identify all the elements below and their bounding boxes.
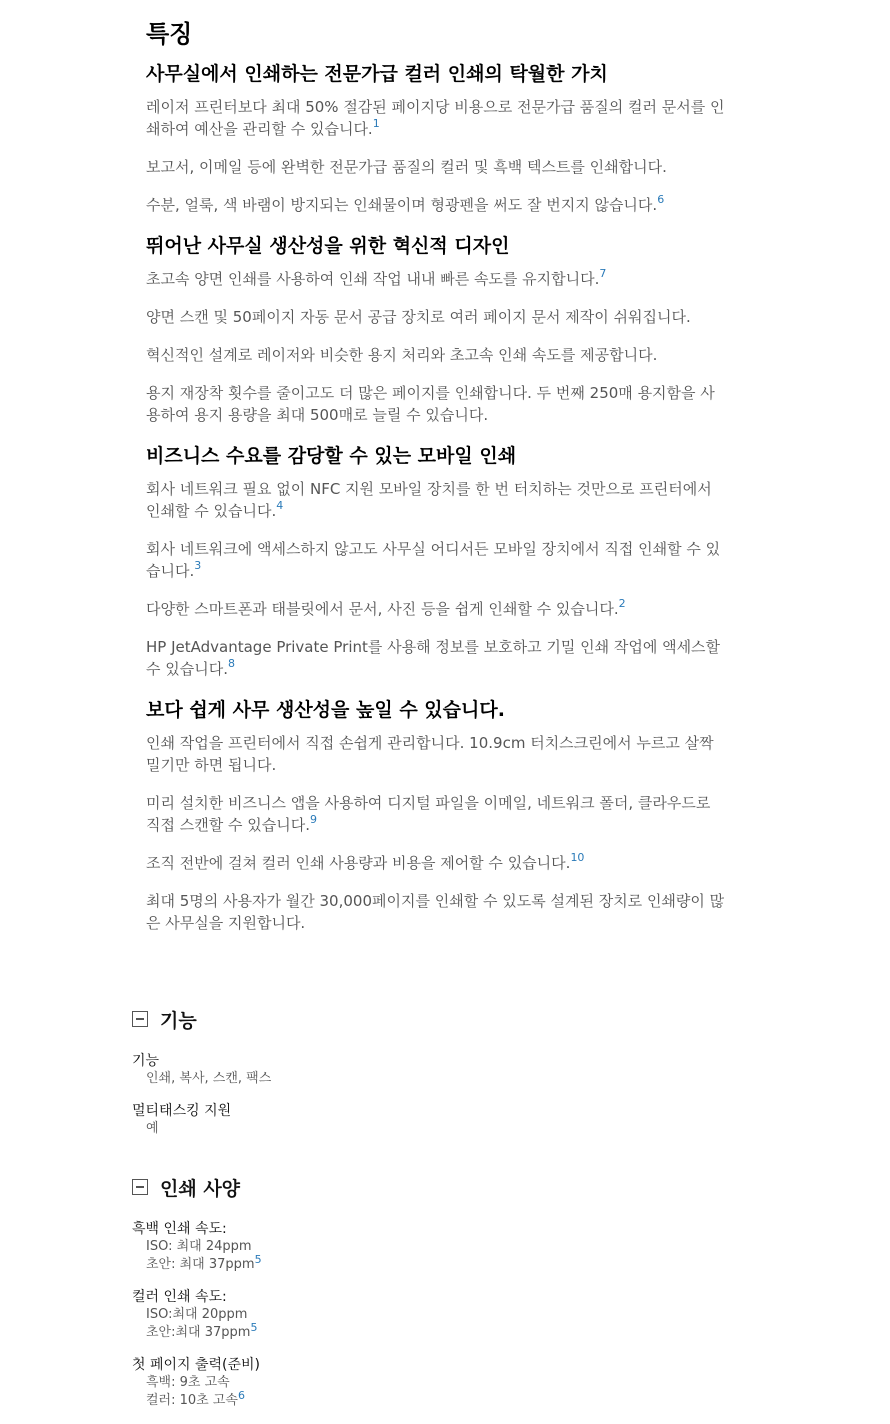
spec-value [132,1374,782,1392]
feature-text: 인쇄 작업을 프린터에서 직접 손쉽게 관리합니다. 10.9cm 터치스크린에서 누르고 살짝 밀기만 하면 됩니다. [146,734,714,774]
feature-item [146,382,726,426]
feature-group [146,60,726,216]
feature-text: 회사 네트워크 필요 없이 NFC 지원 모바일 장치를 한 번 터치하는 것만으로 프린터에서 인쇄할 수 있습니다. [146,480,712,520]
print-specs-list [132,1220,782,1410]
spec-label: 흑백 인쇄 속도: [132,1221,227,1237]
spec-label: 첫 페이지 출력(준비) [132,1357,261,1373]
footnote-ref: 10 [570,851,585,864]
spec-value-text: 컬러: 10초 고속 [146,1393,238,1408]
spec-value-text: ISO: 최대 24ppm [146,1239,252,1254]
print-specs-title: 인쇄 사양 [160,1177,241,1200]
feature-item [146,792,726,836]
feature-text: 용지 재장착 횟수를 줄이고도 더 많은 페이지를 인쇄합니다. 두 번째 250매 용지함을 사용하여 용지 용량을 최대 500매로 늘릴 수 있습니다. [146,384,715,424]
feature-text: 최대 5명의 사용자가 월간 30,000페이지를 인쇄할 수 있도록 설계된 장치로 인쇄량이 많은 사무실을 지원합니다. [146,892,725,932]
spec-value-text: 초안: 최대 37ppm [146,1257,255,1272]
spec-label: 컬러 인쇄 속도: [132,1289,227,1305]
footnote-ref: 3 [194,559,202,572]
feature-group [146,442,726,680]
footnote-ref: 6 [237,1389,245,1402]
feature-item [146,636,726,680]
feature-text: 조직 전반에 걸쳐 컬러 인쇄 사용량과 비용을 제어할 수 있습니다. [146,854,571,872]
footnote-ref: 5 [254,1253,262,1266]
feature-text: 초고속 양면 인쇄를 사용하여 인쇄 작업 내내 빠른 속도를 유지합니다. [146,270,600,288]
feature-text: 보고서, 이메일 등에 완벽한 전문가급 품질의 컬러 및 흑백 텍스트를 인쇄합니다. [146,158,667,176]
feature-text: 회사 네트워크에 액세스하지 않고도 사무실 어디서든 모바일 장치에서 직접 인쇄할 수 있습니다. [146,540,721,580]
feature-text: 다양한 스마트폰과 태블릿에서 문서, 사진 등을 쉽게 인쇄할 수 있습니다. [146,600,619,618]
feature-text: 혁신적인 설계로 레이저와 비슷한 용지 처리와 초고속 인쇄 속도를 제공합니다. [146,346,658,364]
feature-group [146,232,726,426]
feature-text: HP JetAdvantage Private Print를 사용해 정보를 보호하고 기밀 인쇄 작업에 액세스할 수 있습니다. [146,638,721,678]
spec-value [132,1306,782,1324]
feature-heading: 비즈니스 수요를 감당할 수 있는 모바일 인쇄 [146,445,517,467]
feature-groups [146,60,726,934]
collapse-icon[interactable] [132,1011,148,1027]
feature-item [146,96,726,140]
feature-item [146,306,726,328]
spec-item [132,1288,782,1342]
feature-group [146,696,726,934]
spec-value [132,1321,782,1342]
footnote-ref: 8 [228,657,235,670]
feature-text: 미리 설치한 비즈니스 앱을 사용하여 디지털 파일을 이메일, 네트워크 폴더, 클라우드로 직접 스캔할 수 있습니다. [146,794,711,834]
feature-item [146,732,726,776]
feature-item [146,268,726,290]
spec-label: 기능 [132,1053,160,1069]
features-title: 특징 [146,20,193,48]
feature-text: 레이저 프린터보다 최대 50% 절감된 페이지당 비용으로 전문가급 품질의 컬러 문서를 인쇄하여 예산을 관리할 수 있습니다. [146,98,725,138]
functions-header[interactable] [132,1006,782,1032]
footnote-ref: 6 [657,193,665,206]
feature-item [146,194,726,216]
footnote-ref: 1 [372,117,380,130]
print-specs-section [132,1174,782,1424]
footnote-ref: 4 [276,499,284,512]
functions-title: 기능 [160,1009,197,1032]
functions-list [132,1052,782,1138]
collapse-icon[interactable] [132,1179,148,1195]
spec-value-text: 초안:최대 37ppm [146,1325,251,1340]
feature-heading: 보다 쉽게 사무 생산성을 높일 수 있습니다. [146,699,505,721]
spec-value-text: 흑백: 9초 고속 [146,1375,230,1390]
functions-section [132,1006,782,1152]
feature-item [146,852,726,874]
feature-item [146,344,726,366]
spec-value [132,1120,782,1138]
feature-item [146,538,726,582]
spec-value [132,1238,782,1256]
spec-label: 멀티태스킹 지원 [132,1103,232,1119]
spec-item [132,1356,782,1410]
feature-item [146,598,726,620]
footnote-ref: 9 [309,813,317,826]
feature-heading: 뛰어난 사무실 생산성을 위한 혁신적 디자인 [146,235,510,257]
spec-item [132,1102,782,1138]
features-section [146,18,726,950]
spec-value-text: 인쇄, 복사, 스캔, 팩스 [146,1071,272,1086]
spec-value [132,1253,782,1274]
footnote-ref: 2 [618,597,626,610]
feature-text: 양면 스캔 및 50페이지 자동 문서 공급 장치로 여러 페이지 문서 제작이 쉬워집니다. [146,308,691,326]
print-specs-header[interactable] [132,1174,782,1200]
spec-item [132,1052,782,1088]
spec-value [132,1070,782,1088]
feature-item [146,890,726,934]
footnote-ref: 5 [250,1321,258,1334]
spec-item [132,1220,782,1274]
spec-value-text: 예 [146,1121,159,1136]
footnote-ref: 7 [599,267,607,280]
feature-heading: 사무실에서 인쇄하는 전문가급 컬러 인쇄의 탁월한 가치 [146,63,608,85]
spec-value-text: ISO:최대 20ppm [146,1307,248,1322]
spec-value [132,1389,782,1410]
feature-text: 수분, 얼룩, 색 바램이 방지되는 인쇄물이며 형광펜을 써도 잘 번지지 않습니다. [146,196,658,214]
feature-item [146,478,726,522]
feature-item [146,156,726,178]
